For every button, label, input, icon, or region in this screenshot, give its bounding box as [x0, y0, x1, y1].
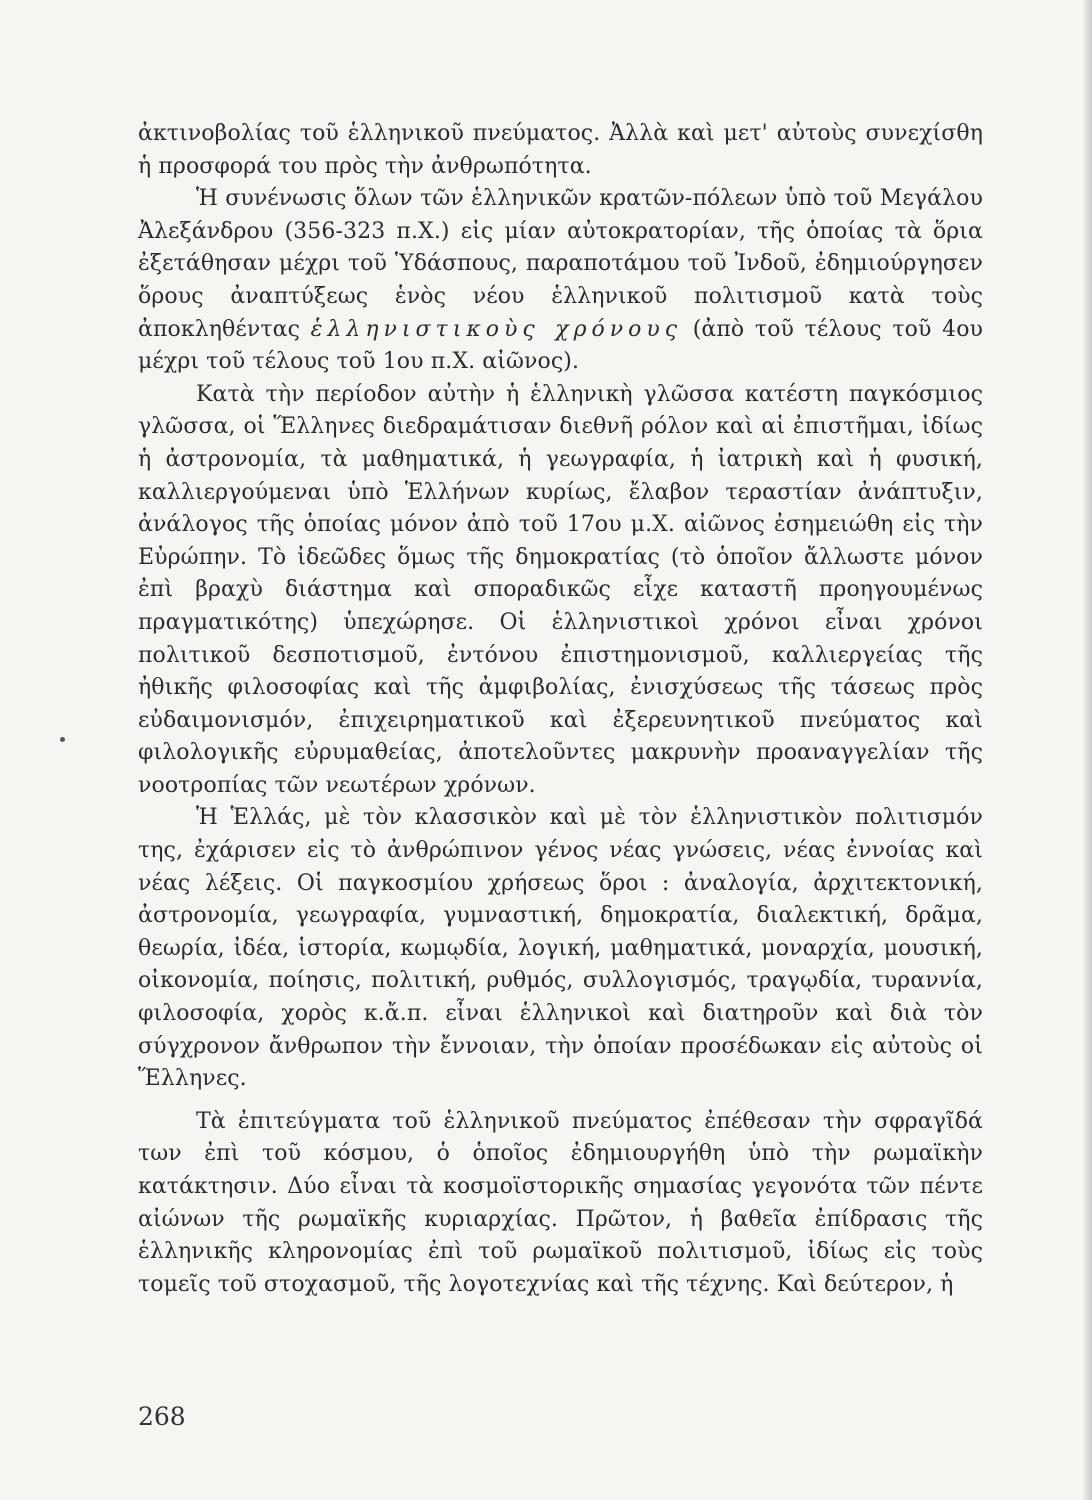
margin-mark: [60, 737, 65, 742]
paragraph-1: ἀκτινοβολίας τοῦ ἑλληνικοῦ πνεύματος. Ἀλλὰ καὶ μετ' αὐτοὺς συνεχίσθη ἡ προσφορά του πρὸς τὴν ἀνθρωπότητα.: [138, 121, 983, 179]
paragraph-5: Τὰ ἐπιτεύγματα τοῦ ἑλληνικοῦ πνεύματος ἐπέθεσαν τὴν σφραγῖδά των ἐπὶ τοῦ κόσμου, ὁ ὁποῖος ἐδημιουργήθη ὑπὸ τὴν ρωμαϊκὴν κατάκτησιν. Δύο εἶναι τὰ κοσμοϊστορικῆς σημασίας γεγονότα τῶν πέντε αἰώνων τῆς ρωμαϊκῆς κυριαρχίας. Πρῶτον, ἡ βαθεῖα ἐπίδρασις τῆς ἑλληνικῆς κληρονομίας ἐπὶ τοῦ ρωμαϊκοῦ πολιτισμοῦ, ἰδίως εἰς τοὺς τομεῖς τοῦ στοχασμοῦ, τῆς λογοτεχνίας καὶ τῆς τέχνης. Καὶ δεύτερον, ἡ: [138, 1108, 983, 1297]
binding-shadow: [1082, 0, 1092, 1500]
paragraph-2-after: (ἀπὸ τοῦ τέλους τοῦ 4ου μέχρι τοῦ τέλους τοῦ 1ου π.Χ. αἰῶνος).: [138, 316, 984, 375]
paragraph-4: Ἡ Ἑλλάς, μὲ τὸν κλασσικὸν καὶ μὲ τὸν ἑλληνιστικὸν πολιτισμόν της, ἐχάρισεν εἰς τὸ ἀνθρώπινον γένος νέας γνώσεις, νέας ἐννοίας καὶ νέας λέξεις. Οἱ παγκοσμίου χρήσεως ὅροι : ἀναλογία, ἀρχιτεκτονική, ἀστρονομία, γεωγραφία, γυμναστική, δημοκρατία, διαλεκτική, δρᾶμα, θεωρία, ἰδέα, ἱστορία, κωμῳδία, λογική, μαθηματικά, μοναρχία, μουσική, οἰκονομία, ποίησις, πολιτική, ρυθμός, συλλογισμός, τραγῳδία, τυραννία, φιλοσοφία, χορὸς κ.ἄ.π. εἶναι ἑλληνικοὶ καὶ διατηροῦν καὶ διὰ τὸν σύγχρονον ἄνθρωπον τὴν ἔννοιαν, τὴν ὁποίαν προσέδωκαν εἰς αὐτοὺς οἱ Ἕλληνες.: [138, 805, 983, 1092]
emphasis-hellenistic-times: ἑλληνιστικοὺς χρόνους: [310, 316, 683, 342]
page-number: 268: [138, 1402, 186, 1431]
paragraph-3: Κατὰ τὴν περίοδον αὐτὴν ἡ ἑλληνικὴ γλῶσσα κατέστη παγκόσμιος γλῶσσα, οἱ Ἕλληνες διεδραμάτισαν διεθνῆ ρόλον καὶ αἱ ἐπιστῆμαι, ἰδίως ἡ ἀστρονομία, τὰ μαθηματικά, ἡ γεωγραφία, ἡ ἰατρικὴ καὶ ἡ φυσική, καλλιεργούμεναι ὑπὸ Ἑλλήνων κυρίως, ἔλαβον τεραστίαν ἀνάπτυξιν, ἀνάλογος τῆς ὁποίας μόνον ἀπὸ τοῦ 17ου μ.Χ. αἰῶνος ἐσημειώθη εἰς τὴν Εὐρώπην. Τὸ ἰδεῶδες ὅμως τῆς δημοκρατίας (τὸ ὁποῖον ἄλλωστε μόνον ἐπὶ βραχὺ διάστημα καὶ σποραδικῶς εἶχε καταστῆ προηγουμένως πραγματικότης) ὑπεχώρησε. Οἱ ἑλληνιστικοὶ χρόνοι εἶναι χρόνοι πολιτικοῦ δεσποτισμοῦ, ἐντόνου ἐπιστημονισμοῦ, καλλιεργείας τῆς ἠθικῆς φιλοσοφίας καὶ τῆς ἀμφιβολίας, ἐνισχύσεως τῆς τάσεως πρὸς εὐδαιμονισμόν, ἐπιχειρηματικοῦ καὶ ἐξερευνητικοῦ πνεύματος καὶ φιλολογικῆς εὐρυμαθείας, ἀποτελοῦντες μακρυνὴν προαναγγελίαν τῆς νοοτροπίας τῶν νεωτέρων χρόνων.: [138, 381, 983, 798]
body-text: [138, 118, 983, 1301]
paragraph-2-before: Ἡ συνένωσις ὅλων τῶν ἑλληνικῶν κρατῶν-πόλεων ὑπὸ τοῦ Μεγάλου Ἀλεξάνδρου (356-323 π.Χ.) εἰς μίαν αὐτοκρατορίαν, τῆς ὁποίας τὰ ὅρια ἐξετάθησαν μέχρι τοῦ Ὑδάσπους, παραποτάμου τοῦ Ἰνδοῦ, ἐδημιούργησεν ὅρους ἀναπτύξεως ἑνὸς νέου ἑλληνικοῦ πολιτισμοῦ κατὰ τοὺς ἀποκληθέντας: [138, 186, 983, 342]
paragraph-2: [138, 183, 983, 379]
